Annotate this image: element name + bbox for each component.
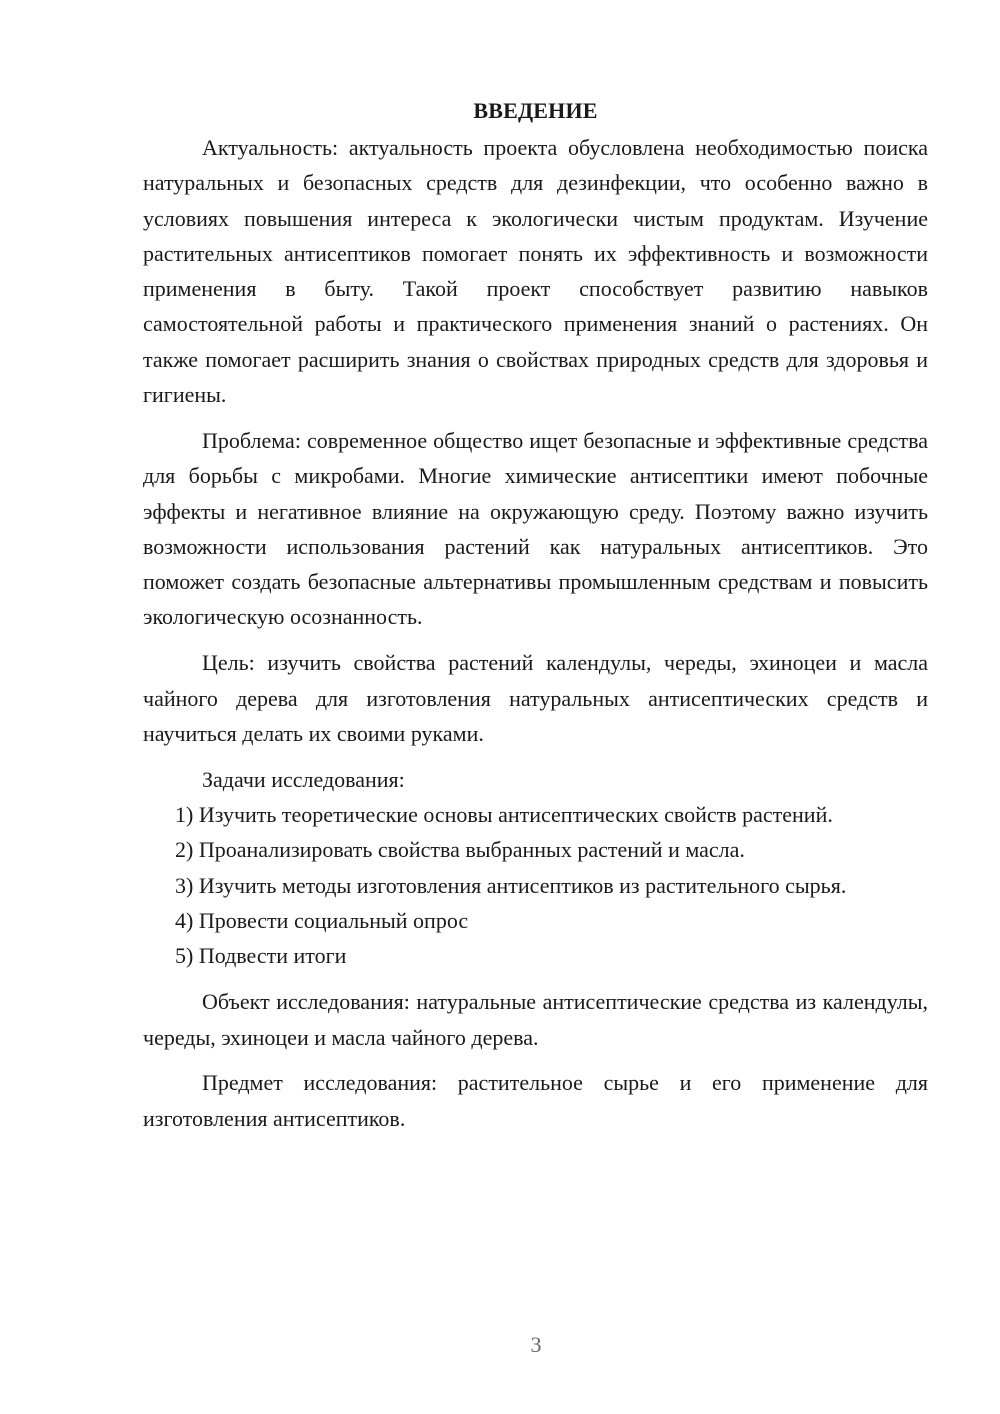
paragraph-goal: Цель: изучить свойства растений календулы, череды, эхиноцеи и масла чайного дерева для изготовления натуральных антисептических средств и научиться делать их своими руками. xyxy=(143,650,928,746)
paragraph-problem: Проблема: современное общество ищет безопасные и эффективные средства для борьбы с микробами. Многие химические антисептики имеют побочные эффекты и негативное влияние на окружающую среду. Поэтому важно изучить возможности использования растений как натуральных антисептиков. Это поможет создать безопасные альтернативы промышленным средствам и повысить экологическую осознанность. xyxy=(143,427,928,630)
paragraph-subject: Предмет исследования: растительное сырье и его применение для изготовления антисептиков. xyxy=(143,1070,928,1131)
document-page xyxy=(143,93,928,1136)
list-item: 1) Изучить теоретические основы антисептических свойств растений. xyxy=(175,802,833,828)
list-item: 3) Изучить методы изготовления антисептиков из растительного сырья. xyxy=(175,872,847,898)
list-item: 5) Подвести итоги xyxy=(175,943,347,969)
list-item: 2) Проанализировать свойства выбранных растений и масла. xyxy=(175,837,745,863)
page-title: ВВЕДЕНИЕ xyxy=(473,98,598,123)
tasks-list xyxy=(143,797,928,973)
page-number: 3 xyxy=(530,1332,542,1357)
paragraph-object: Объект исследования: натуральные антисептические средства из календулы, череды, эхиноцеи и масла чайного дерева. xyxy=(143,989,928,1050)
list-item: 4) Провести социальный опрос xyxy=(175,908,469,934)
tasks-heading: Задачи исследования: xyxy=(202,766,405,792)
paragraph-relevance: Актуальность: актуальность проекта обусловлена необходимостью поиска натуральных и безопасных средств для дезинфекции, что особенно важно в условиях повышения интереса к экологически чистым продуктам. Изучение растительных антисептиков помогает понять их эффективность и возможности применения в быту. Такой проект способствует развитию навыков самостоятельной работы и практического применения знаний о растениях. Он также помогает расширить знания о свойствах природных средств для здоровья и гигиены. xyxy=(143,135,928,408)
